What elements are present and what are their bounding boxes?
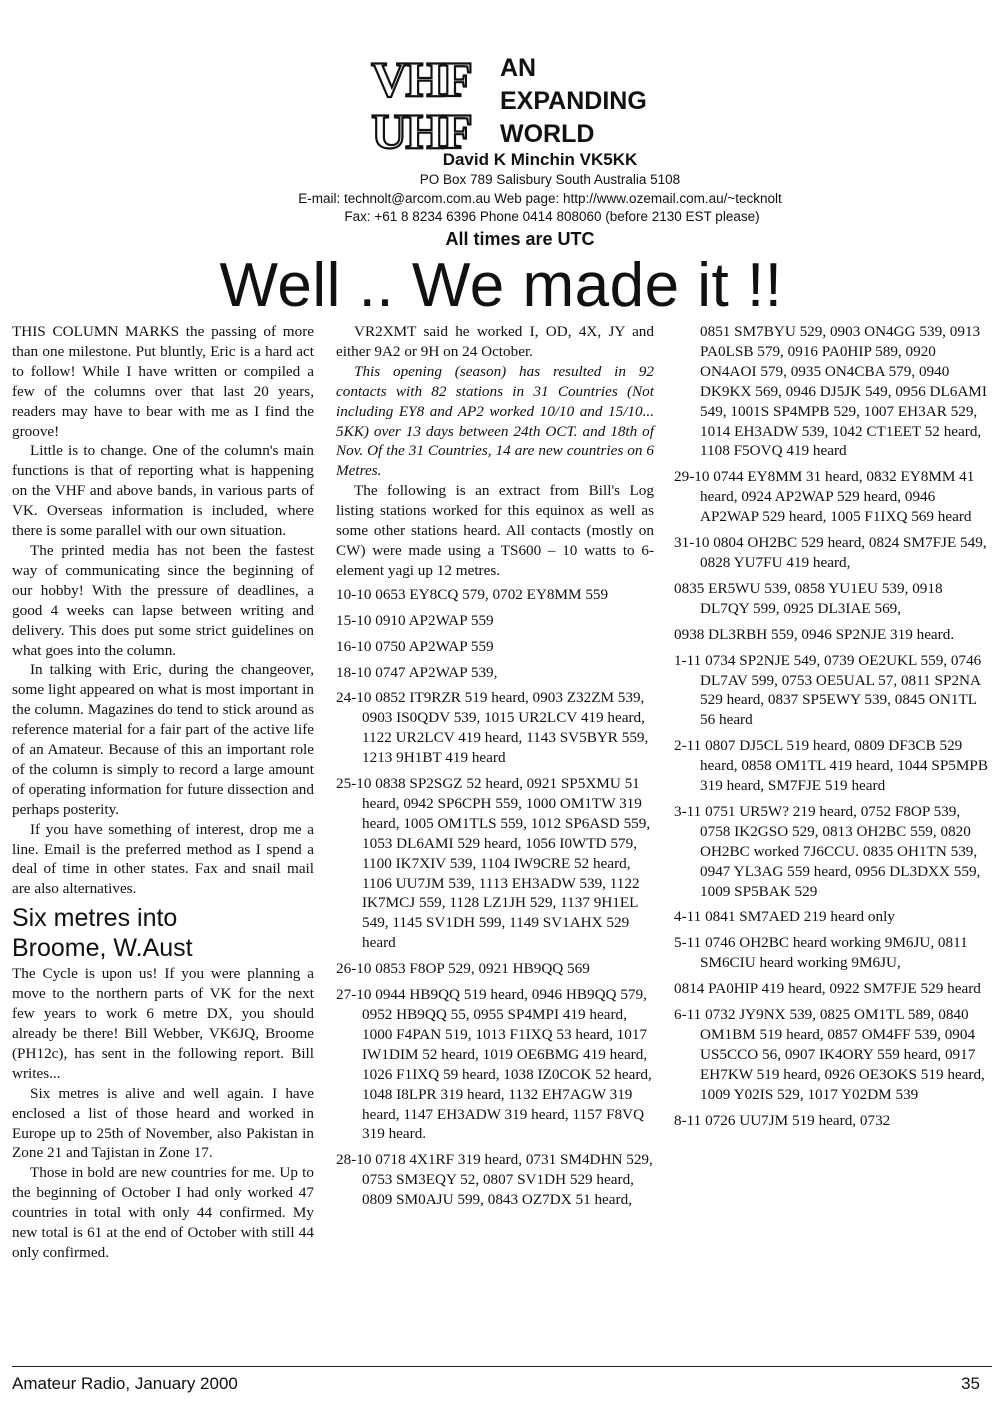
log-entry: 8-11 0726 UU7JM 519 heard, 0732 (674, 1111, 891, 1129)
author-name: David K Minchin VK5KK (442, 150, 638, 169)
log-entry: 31-10 0804 OH2BC 529 heard, 0824 SM7FJE 549, 0828 YU7FU 419 heard, (674, 534, 987, 571)
paragraph: VR2XMT said he worked I, OD, 4X, JY and either 9A2 or 9H on 24 October. (336, 323, 654, 360)
log-entry: 6-11 0732 JY9NX 539, 0825 OM1TL 589, 0840 OM1BM 519 heard, 0857 OM4FF 539, 0904 US5CCO 56, 0907 IK4ORY 559 heard, 0917 EH7KW 519 heard, 0926 OE3OKS 519 heard, 1009 Y02IS 529, 1017 Y02DM 539 (674, 1006, 985, 1103)
log-entry: 3-11 0751 UR5W? 219 heard, 0752 F8OP 539, 0758 IK2GSO 529, 0813 OH2BC 559, 0820 OH2BC worked 7J6CCU. 0835 OH1TN 539, 0947 YL3AG 559 heard, 0956 DL3DXX 559, 1009 SP5BAK 529 (674, 802, 981, 900)
log-entry: 25-10 0838 SP2SGZ 52 heard, 0921 SP5XMU 51 heard, 0942 SP6CPH 559, 1000 OM1TW 319 heard, 1005 OM1TLS 559, 1012 SP6ASD 559, 1053 DL6AMI 529 heard, 1056 I0WTD 579, 1100 IK7XIV 539, 1104 IW9CRE 52 heard, 1106 UU7JM 539, 1113 EH3ADW 539, 1122 IK7MCJ 559, 1128 LZ1JH 529, 1137 9H1EL 549, 1145 SV1DH 599, 1149 SV1AHX 529 heard (336, 775, 651, 952)
column-1 (12, 322, 314, 1263)
log-entry: 0835 ER5WU 539, 0858 YU1EU 539, 0918 DL7QY 599, 0925 DL3IAE 569, (674, 579, 943, 617)
postal-address: PO Box 789 Salisbury South Australia 5108 (419, 172, 681, 187)
log-entry: 26-10 0853 F8OP 529, 0921 HB9QQ 569 (336, 960, 590, 978)
log-entry: 28-10 0718 4X1RF 319 heard, 0731 SM4DHN 529, 0753 SM3EQY 52, 0807 SV1DH 529 heard, 0809 SM0AJU 599, 0843 OZ7DX 51 heard, (336, 1151, 653, 1209)
log-entry: 1-11 0734 SP2NJE 549, 0739 OE2UKL 559, 0746 DL7AV 599, 0753 OE5UAL 57, 0811 SP2NA 529 heard, 0837 SP5EWY 539, 0845 ON1TL 56 heard (674, 651, 982, 729)
logo-uhf: UHF (371, 103, 471, 152)
paragraph: Little is to change. One of the column's main functions is that of reporting what is happening on the VHF and above bands, in various parts of VK. Overseas information is included, where there is some parallel with our own situation. (12, 442, 314, 540)
log-entry: 15-10 0910 AP2WAP 559 (336, 611, 494, 629)
log-entry: 0814 PA0HIP 419 heard, 0922 SM7FJE 529 heard (674, 980, 981, 998)
page-number: 35 (961, 1374, 980, 1393)
log-entry: 16-10 0750 AP2WAP 559 (336, 637, 494, 655)
headline: Well .. We made it !! (219, 251, 783, 320)
log-entry: 0938 DL3RBH 559, 0946 SP2NJE 319 heard. (674, 625, 955, 643)
publication-footer: Amateur Radio, January 2000 (12, 1374, 238, 1393)
italic-paragraph: This opening (season) has resulted in 92 contacts with 82 stations in 31 Countries (Not including EY8 and AP2 worked 10/10 and 15/10... 5KK) over 13 days between 24th OCT. and 18th of Nov. Of the 31 Countries, 14 are new countries on 6 Metres. (336, 362, 654, 480)
paragraph: In talking with Eric, during the changeover, some light appeared on what is most important in the column. Magazines do tend to stick around as reference material for a fair part of the active life of an Amateur. Because of this an important role of the column is simply to record a large amount of operating information for future dissection and perhaps posterity. (12, 661, 314, 818)
paragraph: The printed media has not been the fastest way of communicating since the beginning of our hobby! With the pressure of deadlines, a good 4 weeks can lapse between writing and delivery. This does put some strict guidelines on what goes into the column. (12, 541, 314, 659)
title-line-1: AN (500, 54, 537, 82)
log-list (336, 585, 654, 1210)
logo-vhf: VHF (371, 52, 471, 107)
log-entry: 18-10 0747 AP2WAP 539, (336, 663, 498, 681)
section-heading-line-1: Six metres into (12, 904, 178, 933)
title-line-3: WORLD (500, 120, 595, 148)
log-continuation: 0851 SM7BYU 529, 0903 ON4GG 539, 0913 PA0LSB 579, 0916 PA0HIP 589, 0920 ON4AOI 579, 0935 ON4CBA 579, 0940 DK9KX 569, 0946 DJ5JK 549, 0956 DL6AMI 549, 1001S SP4MPB 529, 1007 EH3AR 529, 1014 EH3ADW 539, 1042 CT1EET 52 heard, 1108 F5OVQ 419 heard (700, 323, 987, 460)
log-entry: 5-11 0746 OH2BC heard working 9M6JU, 0811 SM6CIU heard working 9M6JU, (674, 934, 968, 972)
paragraph: Six metres is alive and well again. I have enclosed a list of those heard and worked in Europe up to 25th of November, also Pakistan in Zone 21 and Tajistan in Zone 17. (12, 1084, 314, 1162)
log-entry: 24-10 0852 IT9RZR 519 heard, 0903 Z32ZM 539, 0903 IS0QDV 539, 1015 UR2LCV 419 heard, 1122 UR2LCV 419 heard, 1143 SV5BYR 559, 1213 9H1BT 419 heard (336, 689, 649, 767)
log-entry: 10-10 0653 EY8CQ 579, 0702 EY8MM 559 (336, 585, 609, 603)
paragraph: If you have something of interest, drop me a line. Email is the preferred method as I spend a deal of time in other states. Fax and snail mail are also alternatives. (12, 820, 314, 898)
paragraph: The Cycle is upon us! If you were planning a move to the northern parts of VK for the next few years to work 6 metre DX, you should already be there! Bill Webber, VK6JQ, Broome (PH12c), has sent in the following report. Bill writes... (12, 965, 314, 1082)
paragraph: The following is an extract from Bill's Log listing stations worked for this equinox as well as some other stations heard. All contacts (mostly on CW) were made using a TS600 – 10 watts to 6-element yagi up 12 metres. (336, 482, 654, 579)
log-entry: 29-10 0744 EY8MM 31 heard, 0832 EY8MM 41 heard, 0924 AP2WAP 529 heard, 0946 AP2WAP 529 heard, 1005 F1IXQ 569 heard (674, 468, 975, 526)
section-heading-line-2: Broome, W.Aust (12, 934, 193, 963)
log-entry: 2-11 0807 DJ5CL 519 heard, 0809 DF3CB 529 heard, 0858 OM1TL 419 heard, 1044 SP5MPB 319 heard, SM7FJE 519 heard (674, 737, 988, 795)
footer-divider (12, 1366, 992, 1367)
column-2 (336, 322, 654, 1210)
email-web-line: E-mail: technolt@arcom.com.au Web page: http://www.ozemail.com.au/~tecknolt (298, 191, 782, 206)
vhf-uhf-logo (352, 52, 490, 152)
fax-phone-line: Fax: +61 8 8234 6396 Phone 0414 808060 (before 2130 EST please) (344, 209, 760, 224)
section-heading (12, 903, 314, 963)
log-entry: 4-11 0841 SM7AED 219 heard only (674, 908, 895, 926)
title-line-2: EXPANDING (500, 87, 647, 115)
log-entry: 27-10 0944 HB9QQ 519 heard, 0946 HB9QQ 579, 0952 HB9QQ 55, 0955 SP4MPI 419 heard, 1000 F4PAN 519, 1013 F1IXQ 53 heard, 1017 IW1DIM 52 heard, 1019 OE6BMG 419 heard, 1026 F1IXQ 59 heard, 1038 IZ0COK 52 heard, 1048 I8LPR 319 heard, 1132 EH7AGW 319 heard, 1147 EH3ADW 319 heard, 1157 F8VQ 319 heard. (336, 986, 652, 1143)
paragraph: THIS COLUMN MARKS the passing of more than one milestone. Put bluntly, Eric is a hard act to follow! While I have written or compiled a few of the columns over that last 20 years, readers may have to bear with me as I find the groove! (12, 323, 314, 440)
column-3 (674, 322, 992, 1131)
paragraph: Those in bold are new countries for me. Up to the beginning of October I had only worked 47 countries in total with only 44 confirmed. My new total is 61 at the end of October with still 44 only confirmed. (12, 1164, 314, 1261)
times-note: All times are UTC (445, 229, 595, 249)
column-title (500, 52, 647, 151)
